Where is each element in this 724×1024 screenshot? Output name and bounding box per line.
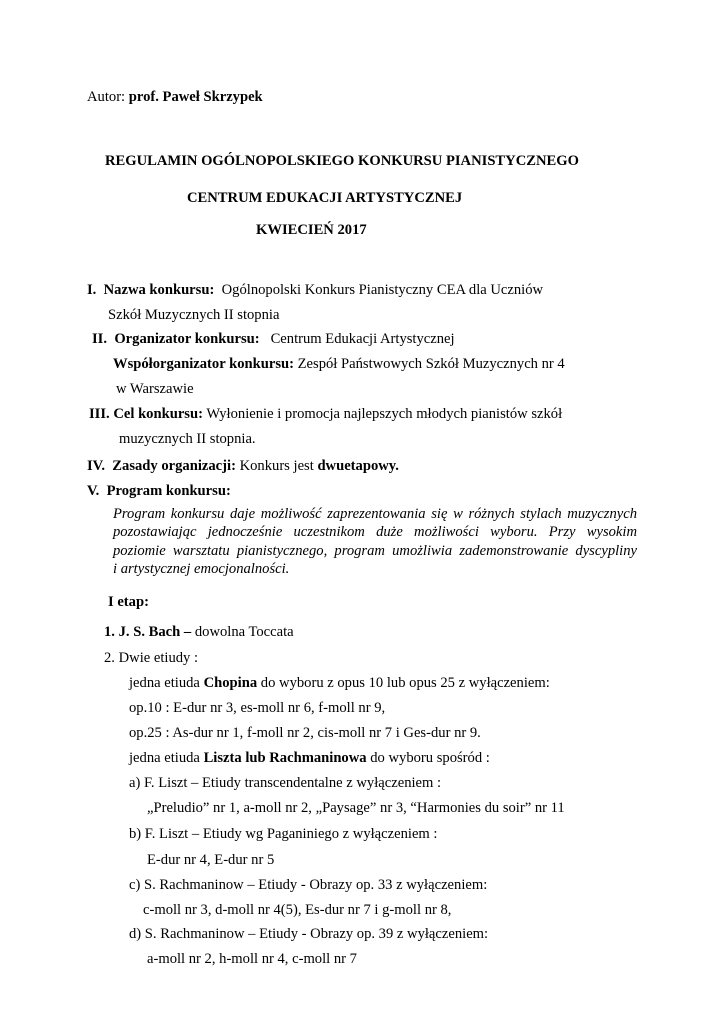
section-4-label: Zasady organizacji:	[112, 458, 236, 474]
section-1-label: Nazwa konkursu:	[103, 282, 215, 298]
option-a-detail: „Preludio” nr 1, a-moll nr 2, „Paysage” nr 3, “Harmonies du soir” nr 11	[147, 800, 565, 816]
liszt-composer: Liszta lub Rachmaninowa	[203, 750, 367, 766]
section-4-text: Konkurs jest	[239, 458, 314, 474]
stage-1-item-2	[104, 649, 198, 667]
program-intro-line: Program konkursu daje możliwość zaprezentowania się w różnych stylach muzycznych	[113, 506, 637, 522]
option-d-detail: a-moll nr 2, h-moll nr 4, c-moll nr 7	[147, 951, 357, 967]
section-2-text: Centrum Edukacji Artystycznej	[270, 331, 455, 347]
section-3-continuation: muzycznych II stopnia.	[119, 431, 256, 447]
section-2-label: Organizator konkursu:	[114, 331, 260, 347]
option-b-detail: E-dur nr 4, E-dur nr 5	[147, 852, 275, 868]
co-organizer-text: Zespół Państwowych Szkół Muzycznych nr 4	[297, 356, 565, 372]
option-d: d) S. Rachmaninow – Etiudy - Obrazy op. 39 z wyłączeniem:	[129, 926, 489, 942]
liszt-pre: jedna etiuda	[129, 750, 200, 766]
section-4-number: IV.	[87, 458, 105, 474]
section-5-number: V.	[87, 483, 100, 499]
section-2	[92, 330, 455, 348]
doc-title-line2: CENTRUM EDUKACJI ARTYSTYCZNEJ	[187, 190, 463, 206]
liszt-post: do wyboru spośród :	[370, 750, 490, 766]
section-3-label: Cel konkursu:	[113, 406, 203, 422]
section-3	[89, 405, 562, 423]
doc-title-date: KWIECIEŃ 2017	[256, 222, 367, 238]
program-intro-line: poziomie warsztatu pianistycznego, program umożliwia zademonstrowanie dyscypliny	[113, 542, 637, 559]
section-2-number: II.	[92, 331, 108, 347]
program-intro-line: i artystycznej emocjonalności.	[113, 560, 290, 577]
author-name: prof. Paweł Skrzypek	[128, 89, 263, 105]
option-a: a) F. Liszt – Etiudy transcendentalne z wyłączeniem :	[129, 775, 442, 791]
op10-exclusions: op.10 : E-dur nr 3, es-moll nr 6, f-moll nr 9,	[129, 700, 386, 716]
option-b: b) F. Liszt – Etiudy wg Paganiniego z wyłączeniem :	[129, 826, 438, 842]
author-line	[87, 88, 263, 106]
co-organizer-continuation: w Warszawie	[116, 381, 194, 397]
stage-1-item-1	[104, 623, 294, 641]
chopin-composer: Chopina	[203, 675, 258, 691]
author-label: Autor:	[87, 89, 126, 105]
option-c-detail: c-moll nr 3, d-moll nr 4(5), Es-dur nr 7 i g-moll nr 8,	[143, 902, 452, 918]
section-1-text: Ogólnopolski Konkurs Pianistyczny CEA dla Uczniów	[221, 282, 544, 298]
stage-1-heading: I etap:	[108, 594, 149, 610]
item-1-text: dowolna Toccata	[194, 624, 294, 640]
section-4-bold-text: dwuetapowy.	[317, 458, 399, 474]
section-1-continuation: Szkół Muzycznych II stopnia	[108, 307, 280, 323]
liszt-etude-line	[129, 749, 490, 767]
doc-title-line1: REGULAMIN OGÓLNOPOLSKIEGO KONKURSU PIANISTYCZNEGO	[105, 153, 579, 169]
co-organizer	[113, 355, 565, 373]
section-3-number: III.	[89, 406, 110, 422]
program-intro-paragraph	[113, 505, 637, 578]
program-intro-line: pozostawiając jednocześnie uczestnikom duże możliwości wyboru. Przy wysokim	[113, 524, 637, 541]
section-3-text: Wyłonienie i promocja najlepszych młodych pianistów szkół	[206, 406, 563, 422]
section-4	[87, 457, 399, 475]
section-5	[87, 482, 231, 500]
co-organizer-label: Współorganizator konkursu:	[113, 356, 294, 372]
chopin-pre: jedna etiuda	[129, 675, 200, 691]
section-1	[87, 281, 543, 299]
section-1-number: I.	[87, 282, 97, 298]
item-2-text: Dwie etiudy :	[118, 650, 199, 666]
chopin-post: do wyboru z opus 10 lub opus 25 z wyłączeniem:	[260, 675, 550, 691]
section-5-label: Program konkursu:	[106, 483, 231, 499]
option-c: c) S. Rachmaninow – Etiudy - Obrazy op. 33 z wyłączeniem:	[129, 877, 488, 893]
op25-exclusions: op.25 : As-dur nr 1, f-moll nr 2, cis-moll nr 7 i Ges-dur nr 9.	[129, 725, 481, 741]
chopin-etude-line	[129, 674, 550, 692]
item-1-number: 1.	[104, 624, 115, 640]
item-2-number: 2.	[104, 650, 115, 666]
item-1-composer: J. S. Bach –	[118, 624, 192, 640]
